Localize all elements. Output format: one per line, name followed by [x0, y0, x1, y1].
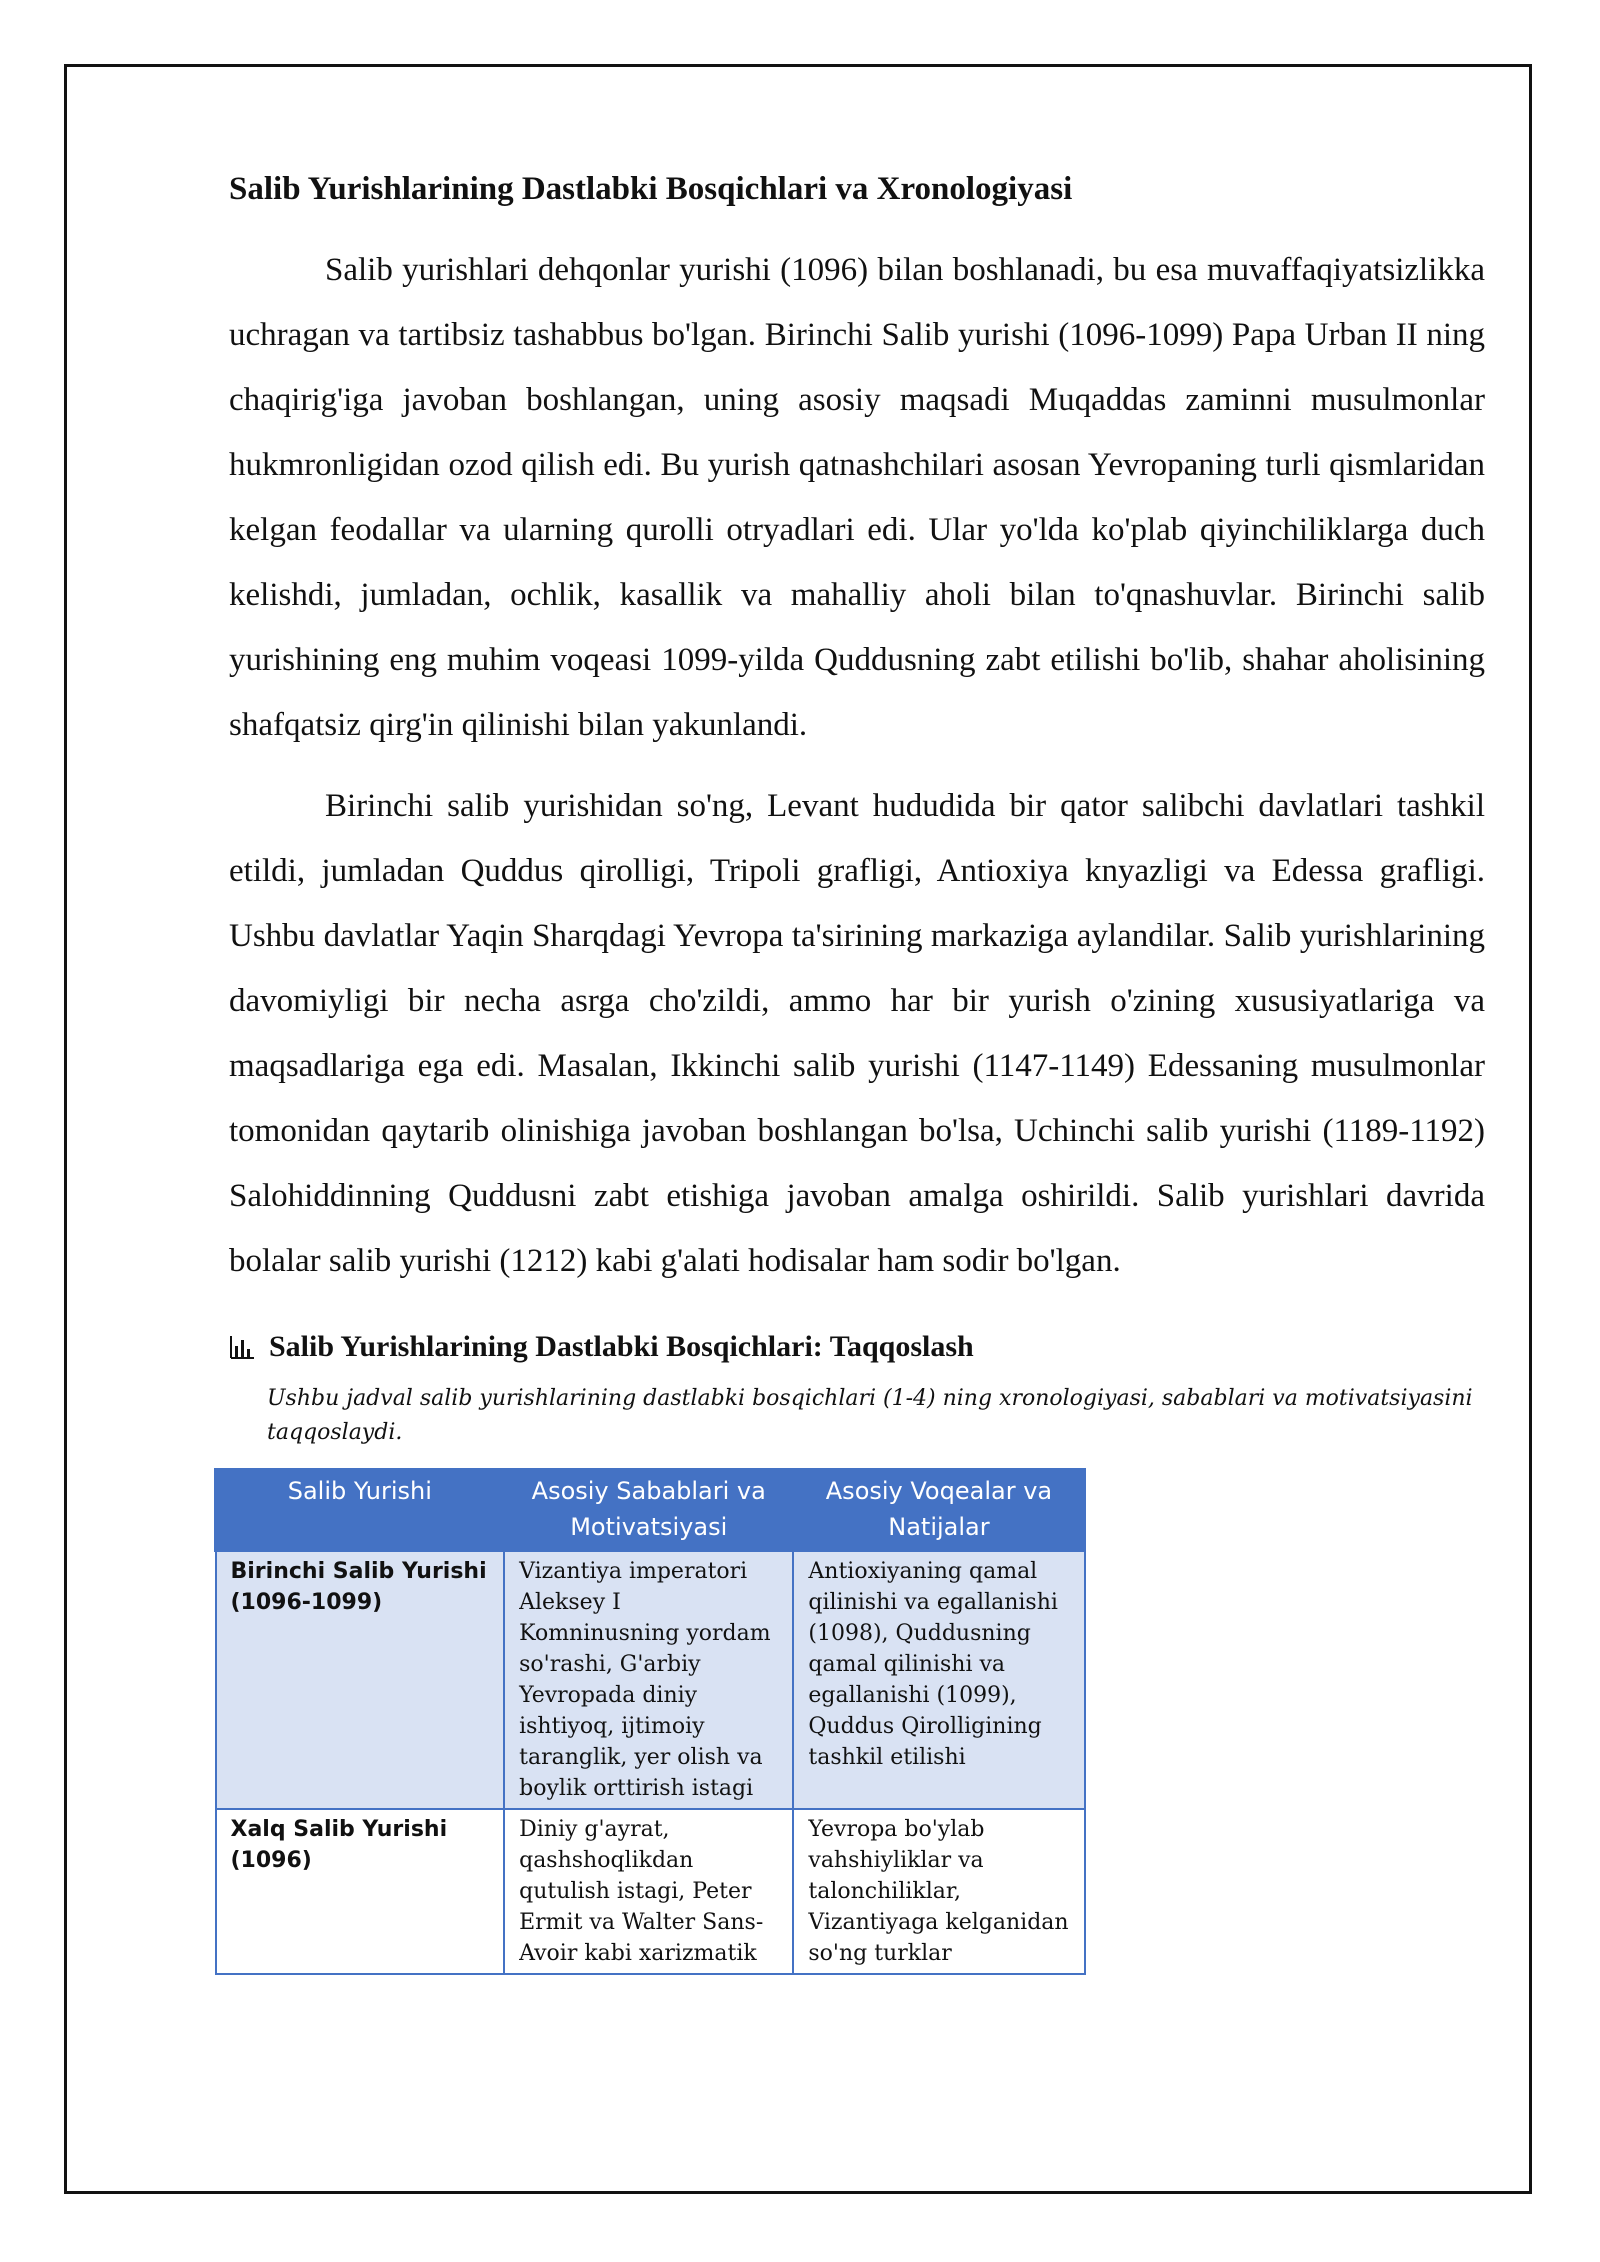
table-section-heading: [229, 1330, 1485, 1364]
column-header: Asosiy Voqealar va Natijalar: [793, 1469, 1084, 1550]
document-body: [229, 170, 1485, 1975]
table-cell: Birinchi Salib Yurishi (1096-1099): [216, 1550, 505, 1809]
table-row: [216, 1550, 1085, 1809]
section-heading-text: Salib Yurishlarining Dastlabki Bosqichlari: Taqqoslash: [269, 1329, 974, 1363]
paragraph-2: Birinchi salib yurishidan so'ng, Levant hududida bir qator salibchi davlatlari tashkil etildi, jumladan Quddus qirolligi, Tripoli grafligi, Antioxiya knyazligi va Edessa grafligi. Ushbu davlatlar Yaqin Sharqdagi Yevropa ta'sirining markaziga aylandilar. Salib yurishlarining davomiyligi bir necha asrga cho'zildi, ammo har bir yurish o'zining xususiyatlariga va maqsadlariga ega edi. Masalan, Ikkinchi salib yurishi (1147-1149) Edessaning musulmonlar tomonidan qaytarib olinishiga javoban boshlangan bo'lsa, Uchinchi salib yurishi (1189-1192) Salohiddinning Quddusni zabt etishiga javoban amalga oshirildi. Salib yurishlari davrida bolalar salib yurishi (1212) kabi g'alati hodisalar ham sodir bo'lgan.: [229, 787, 1485, 1279]
column-header: Salib Yurishi: [216, 1469, 505, 1550]
table-cell: Yevropa bo'ylab vahshiyliklar va talonchiliklar, Vizantiyaga kelganidan so'ng turklar: [793, 1809, 1084, 1974]
table-cell: Antioxiyaning qamal qilinishi va egallanishi (1098), Quddusning qamal qilinishi va egallanishi (1099), Quddus Qirolligining tashkil etilishi: [793, 1550, 1084, 1809]
table-row: [216, 1809, 1085, 1974]
table-cell: Diniy g'ayrat, qashshoqlikdan qutulish istagi, Peter Ermit va Walter Sans-Avoir kabi xarizmatik: [504, 1809, 793, 1974]
table-caption: Ushbu jadval salib yurishlarining dastlabki bosqichlari (1-4) ning xronologiyasi, sabablari va motivatsiyasini taqqoslaydi.: [267, 1385, 1473, 1445]
table-cell: Xalq Salib Yurishi (1096): [216, 1809, 505, 1974]
bar-chart-icon: [229, 1334, 257, 1360]
paragraph-1: Salib yurishlari dehqonlar yurishi (1096) bilan boshlanadi, bu esa muvaffaqiyatsizlikka uchragan va tartibsiz tashabbus bo'lgan. Birinchi Salib yurishi (1096-1099) Papa Urban II ning chaqirig'iga javoban boshlangan, uning asosiy maqsadi Muqaddas zaminni musulmonlar hukmronligidan ozod qilish edi. Bu yurish qatnashchilari asosan Yevropaning turli qismlaridan kelgan feodallar va ularning qurolli otryadlari edi. Ular yo'lda ko'plab qiyinchiliklarga duch kelishdi, jumladan, ochlik, kasallik va mahalliy aholi bilan to'qnashuvlar. Birinchi salib yurishining eng muhim voqeasi 1099-yilda Quddusning zabt etilishi bo'lib, shahar aholisining shafqatsiz qirg'in qilinishi bilan yakunlandi.: [229, 251, 1485, 743]
table-cell: Vizantiya imperatori Aleksey I Komninusning yordam so'rashi, G'arbiy Yevropada diniy ishtiyoq, ijtimoiy taranglik, yer olish va boylik orttirish istagi: [504, 1550, 793, 1809]
page-title: Salib Yurishlarining Dastlabki Bosqichlari va Xronologiyasi: [229, 171, 1073, 207]
comparison-table: [214, 1468, 1086, 1975]
table-header-row: [216, 1469, 1085, 1550]
column-header: Asosiy Sabablari va Motivatsiyasi: [504, 1469, 793, 1550]
